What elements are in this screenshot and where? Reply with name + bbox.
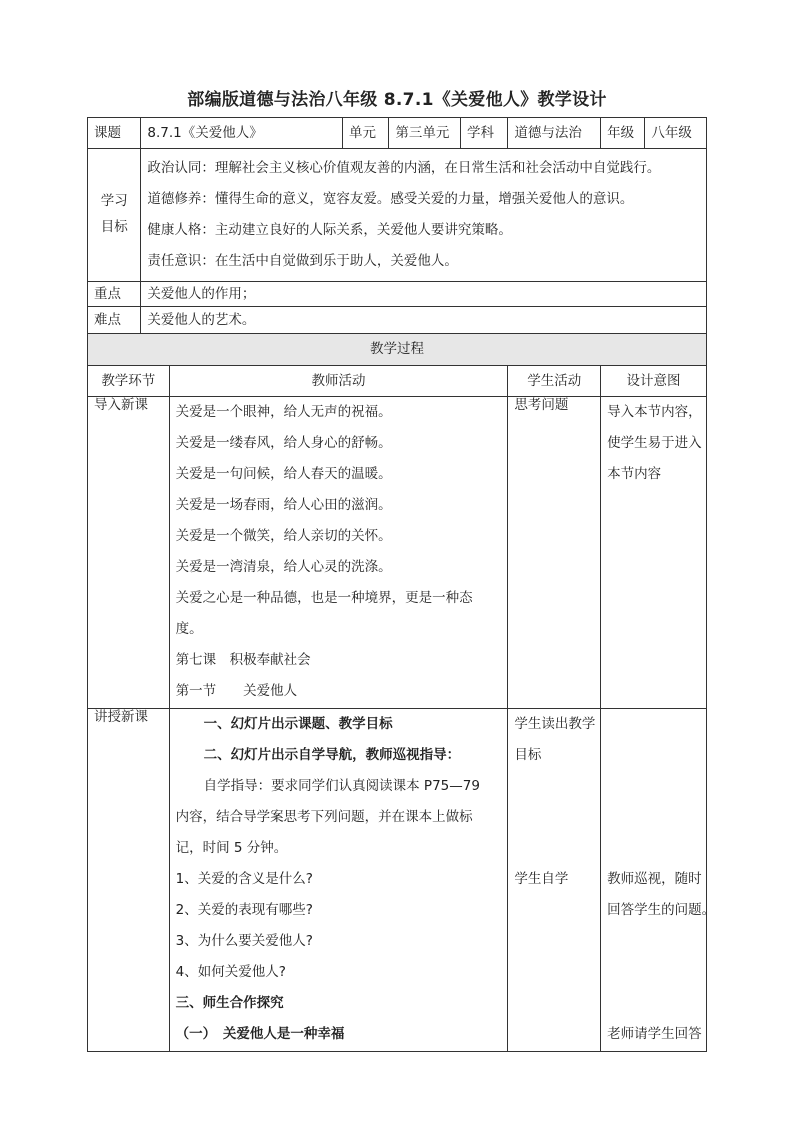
lecture-intent-line: 老师请学生回答 bbox=[607, 1026, 702, 1042]
goal-moral: 道德修养：懂得生命的意义，宽容友爱。感受关爱的力量，增强关爱他人的意识。 bbox=[147, 191, 634, 207]
col-teacher: 教师活动 bbox=[169, 366, 508, 397]
lecture-student-line: 目标 bbox=[514, 747, 542, 763]
intro-teacher bbox=[169, 397, 508, 709]
intro-stage: 导入新课 bbox=[88, 397, 170, 709]
spacer bbox=[607, 802, 700, 833]
col-student: 学生活动 bbox=[508, 366, 601, 397]
lecture-stage: 讲授新课 bbox=[88, 709, 170, 1052]
question-1: 1、关爱的含义是什么? bbox=[175, 871, 313, 887]
lecture-student-line: 学生读出教学 bbox=[514, 716, 596, 732]
col-intent: 设计意图 bbox=[601, 366, 707, 397]
intro-line: 度。 bbox=[175, 621, 203, 637]
lecture-student-line: 学生自学 bbox=[514, 871, 569, 887]
intro-intent bbox=[601, 397, 707, 709]
unit-label: 单元 bbox=[343, 118, 389, 149]
intro-intent-line: 本节内容 bbox=[607, 466, 662, 482]
intro-intent-line: 使学生易于进入 bbox=[607, 435, 702, 451]
intro-line: 关爱是一个微笑，给人亲切的关怀。 bbox=[175, 528, 392, 544]
goals-content bbox=[141, 149, 707, 282]
lecture-step-2: 二、幻灯片出示自学导航，教师巡视指导： bbox=[203, 747, 461, 763]
intro-line: 关爱是一场春雨，给人心田的滋润。 bbox=[175, 497, 392, 513]
difficulty-row bbox=[88, 307, 707, 334]
question-4: 4、如何关爱他人? bbox=[175, 964, 286, 980]
process-band-title: 教学过程 bbox=[88, 334, 707, 366]
goal-political: 政治认同：理解社会主义核心价值观友善的内涵，在日常生活和社会活动中自觉践行。 bbox=[147, 160, 661, 176]
spacer bbox=[607, 926, 700, 957]
topic-value: 8.7.1《关爱他人》 bbox=[141, 118, 343, 149]
intro-line: 关爱是一缕春风，给人身心的舒畅。 bbox=[175, 435, 392, 451]
intro-line: 关爱是一个眼神，给人无声的祝福。 bbox=[175, 404, 392, 420]
difficulty-label: 难点 bbox=[88, 307, 141, 334]
question-3: 3、为什么要关爱他人? bbox=[175, 933, 313, 949]
spacer bbox=[607, 833, 700, 864]
lesson-plan-table bbox=[87, 117, 716, 1052]
intro-line: 关爱之心是一种品德，也是一种境界，更是一种态 bbox=[175, 590, 473, 606]
lecture-step-1: 一、幻灯片出示课题、教学目标 bbox=[203, 716, 393, 732]
spacer bbox=[607, 709, 700, 740]
key-point-row bbox=[88, 282, 707, 307]
spacer bbox=[607, 740, 700, 771]
grade-value: 八年级 bbox=[645, 118, 707, 149]
document-title: 部编版道德与法治八年级 8.7.1《关爱他人》教学设计 bbox=[187, 90, 607, 110]
question-2: 2、关爱的表现有哪些? bbox=[175, 902, 313, 918]
subject-value: 道德与法治 bbox=[508, 118, 601, 149]
intro-row bbox=[88, 397, 707, 709]
topic-label: 课题 bbox=[88, 118, 141, 149]
spacer bbox=[514, 802, 594, 833]
grade-label: 年级 bbox=[601, 118, 645, 149]
unit-value: 第三单元 bbox=[389, 118, 461, 149]
goal-health: 健康人格：主动建立良好的人际关系，关爱他人要讲究策略。 bbox=[147, 222, 512, 238]
self-study-guide-time: 记，时间 5 分钟。 bbox=[175, 840, 288, 856]
subsection-heading: （一） 关爱他人是一种幸福 bbox=[175, 1026, 345, 1042]
spacer bbox=[607, 988, 700, 1019]
lecture-student bbox=[508, 709, 601, 1052]
intro-line: 关爱是一湾清泉，给人心灵的洗涤。 bbox=[175, 559, 392, 575]
spacer bbox=[607, 957, 700, 988]
intro-intent-line: 导入本节内容， bbox=[607, 404, 702, 420]
header-row bbox=[88, 118, 707, 149]
intro-line: 关爱是一句问候，给人春天的温暖。 bbox=[175, 466, 392, 482]
difficulty-value: 关爱他人的艺术。 bbox=[141, 307, 707, 334]
lecture-intent-line: 教师巡视，随时 bbox=[607, 871, 702, 887]
goals-label: 学习目标 bbox=[88, 149, 141, 282]
lesson-heading: 第七课 积极奉献社会 bbox=[175, 652, 311, 668]
process-header-row bbox=[88, 366, 707, 397]
lecture-row bbox=[88, 709, 707, 1052]
lecture-intent-line: 回答学生的问题。 bbox=[607, 902, 716, 918]
spacer bbox=[607, 771, 700, 802]
key-point-value: 关爱他人的作用； bbox=[141, 282, 707, 307]
self-study-guide: 自学指导：要求同学们认真阅读课本 P75—79 bbox=[203, 778, 480, 794]
process-band-row bbox=[88, 334, 707, 366]
subject-label: 学科 bbox=[460, 118, 507, 149]
goal-responsibility: 责任意识：在生活中自觉做到乐于助人，关爱他人。 bbox=[147, 253, 458, 269]
spacer bbox=[514, 771, 594, 802]
goals-row bbox=[88, 149, 707, 282]
section-heading: 第一节 关爱他人 bbox=[175, 683, 298, 699]
lecture-intent bbox=[601, 709, 716, 1052]
spacer bbox=[514, 833, 594, 864]
col-stage: 教学环节 bbox=[88, 366, 170, 397]
key-point-label: 重点 bbox=[88, 282, 141, 307]
self-study-guide-cont: 内容，结合导学案思考下列问题，并在课本上做标 bbox=[175, 809, 473, 825]
lecture-step-3: 三、师生合作探究 bbox=[175, 995, 284, 1011]
lecture-teacher bbox=[169, 709, 508, 1052]
intro-student: 思考问题 bbox=[508, 397, 601, 709]
